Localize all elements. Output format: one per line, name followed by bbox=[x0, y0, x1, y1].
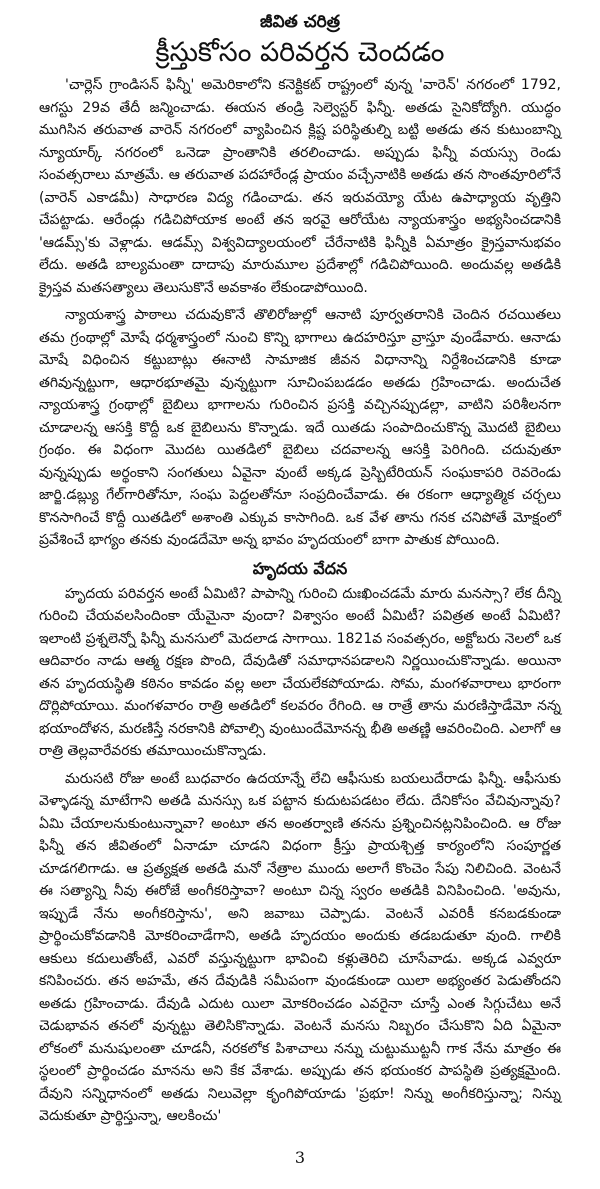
page-kicker: జీవిత చరిత్ర bbox=[260, 12, 340, 32]
paragraph: మరుసటి రోజు అంటే బుధవారం ఉదయాన్నే లేచి ఆఫీసుకు బయలుదేరాడు ఫిన్నీ. ఆఫీసుకు వెళ్ళాడన్న మాటేగాని అతడి మనస్సు ఒక పట్టాన కుదుటపడటం లేదు. దేనికోసం వేచివున్నావు? ఏమి చేయాలనుకుంటున్నావా? అంటూ తన అంతర్వాణి తనను ప్రశ్నించినట్లనిపించింది. ఆ రోజు ఫిన్నీ తన జీవితంలో ఏనాడూ చూడని విధంగా క్రీస్తు ప్రాయశ్చిత్త కార్యంలోని సంపూర్ణత చూడగలిగాడు. ఆ ప్రత్యక్షత అతడి మనో నేత్రాల ముందు అలాగే కొంచెం సేపు నిలిచింది. వెంటనే ఈ సత్యాన్ని నీవు ఈరోజే అంగీకరిస్తావా? అంటూ చిన్న స్వరం అతడికి వినిపించింది. 'అవును, ఇప్పుడే నేను అంగీకరిస్తాను', అని జవాబు చెప్పాడు. వెంటనే ఎవరికీ కనబడకుండా ప్రార్థించుకోవడానికి మోకరించాడేగాని, అతడి హృదయం అందుకు తడబడుతూ వుంది. గాలికి ఆకులు కదులుతోంటే, ఎవరో వస్తున్నట్టుగా భావించి కళ్లుతెరిచి చూసేవాడు. అక్కడ ఎవ్వరూ కనిపించరు. తన అహమే, తన దేవుడికి సమీపంగా వుండకుండా యిలా అభ్యంతర పెడుతోందని అతడు గ్రహించాడు. దేవుడి ఎదుట యిలా మోకరించడం ఎవరైనా చూస్తే ఎంత సిగ్గుచేటు అనే చెడుభావన తనలో వున్నట్టు తెలిసికొన్నాడు. వెంటనే మనసు నిబ్బరం చేసుకొని ఏది ఏమైనా లోకంలో మనుషులంతా చూడనీ, నరకలోక పిశాచాలు నన్ను చుట్టుముట్టనీ గాక నేను మాత్రం ఈ స్థలంలో ప్రార్థించడం మానను అని కేక వేశాడు. అప్పుడు తన భయంకర పాపస్థితి ప్రత్యక్షమైంది. దేవుని సన్నిధానంలో అతడు నిలువెల్లా కృంగిపోయాడు 'ప్రభూ! నిన్ను అంగీకరిస్తున్నా; నిన్ను వెదుకుతూ ప్రార్థిస్తున్నా, ఆలకించు' bbox=[39, 770, 561, 1124]
page-number: 3 bbox=[294, 1147, 306, 1167]
paragraph: 'చార్లెస్ గ్రాండిసన్ ఫిన్నీ' అమెరికాలోని కనెక్టికట్ రాష్ట్రంలో వున్న 'వారెన్' నగరంలో 1792, ఆగస్టు 29వ తేదీ జన్మించాడు. ఈయన తండ్రి సెల్వెస్టర్ ఫిన్నీ. అతడు సైనికోద్యోగి. యుద్ధం ముగిసిన తరువాత వారెన్ నగరంలో వ్యాపించిన క్లిష్ట పరిస్థితుల్ని బట్టి అతడు తన కుటుంబాన్ని న్యూయార్క్ నగరంలో ఒనెడా ప్రాంతానికి తరలించాడు. అప్పుడు ఫిన్నీ వయస్సు రెండు సంవత్సరాలు మాత్రమే. ఆ తరువాత పదహారేండ్ల ప్రాయం వచ్చేనాటికి అతడు తన సొంతవూరిలోనే (వారెన్ ఎకాడమీ) సాధారణ విద్య గడించాడు. తన ఇరువయ్యో యేట ఉపాధ్యాయ వృత్తిని చేపట్టాడు. ఆరేండ్లు గడిచిపోయాక అంటే తన ఇరవై ఆరోయేట న్యాయశాస్త్రం అభ్యసించడానికి 'ఆడమ్స్'కు వెళ్లాడు. ఆడమ్స్ విశ్వవిద్యాలయంలో చేరేనాటికి ఫిన్నీకి ఏమాత్రం క్రైస్తవానుభవం లేదు. అతడి బాల్యమంతా దాదాపు మారుమూల ప్రదేశాల్లో గడిచిపోయింది. అందువల్ల అతడికి క్రైస్తవ మతసత్యాలు తెలుసుకొనే అవకాశం లేకుండాపోయింది. bbox=[39, 77, 561, 296]
article-body bbox=[39, 74, 561, 1133]
paragraph: న్యాయశాస్త్ర పాఠాలు చదువుకొనే తొలిరోజుల్లో ఆనాటి పూర్వతరానికి చెందిన రచయితలు తమ గ్రంథాల్లో మోషే ధర్మశాస్త్రంలో నుంచి కొన్ని భాగాలు ఉదహరిస్తూ వ్రాస్తూ వుండేవారు. ఆనాడు మోషే విధించిన కట్టుబాట్లు ఈనాటి సామాజిక జీవన విధానాన్ని నిర్దేశించడానికి కూడా తగివున్నట్టుగా, ఆధారభూతమై వున్నట్టుగా సూచింపబడడం అతడు గ్రహించాడు. అందుచేత న్యాయశాస్త్ర గ్రంథాల్లో బైబిలు భాగాలను గురించిన ప్రసక్తి వచ్చినప్పుడల్లా, వాటిని పరిశీలనగా చూడాలన్న ఆసక్తి కొద్దీ ఒక బైబిలును కొన్నాడు. ఇదే యితడు సంపాదించుకొన్న మొదటి బైబిలు గ్రంథం. ఈ విధంగా మొదట యితడిలో బైబిలు చదవాలన్న ఆసక్తి పెరిగింది. చదువుతూ వున్నప్పుడు అర్థంకాని సంగతులు ఏవైనా వుంటే అక్కడ ప్రెస్బిటేరియన్ సంఘకాపరి రెవరెండు జార్జి.డబ్ల్యు గేల్‌గారితోనూ, సంఘ పెద్దలతోనూ సంప్రదించేవాడు. ఈ రకంగా ఆధ్యాత్మిక చర్చలు కొనసాగించే కొద్దీ యితడిలో అశాంతి ఎక్కువ కాసాగింది. ఒక వేళ తాను గనక చనిపోతే మోక్షంలో ప్రవేశించే భాగ్యం తనకు వుండదేమో అన్న భావం హృదయంలో బాగా పాతుక పోయింది. bbox=[39, 307, 561, 548]
page-title: క్రీస్తుకోసం పరివర్తన చెందడం bbox=[155, 37, 445, 68]
section-heading: హృదయ వేదన bbox=[252, 558, 348, 578]
paragraph: హృదయ పరివర్తన అంటే ఏమిటి? పాపాన్ని గురించి దుఃఖించడమే మారు మనస్సా? లేక దీన్ని గురించి చేయవలసిందింకా యేమైనా వుందా? విశ్వాసం అంటే ఏమిటీ? పవిత్రత అంటే ఏమిటి? ఇలాంటి ప్రశ్నలెన్నో ఫిన్నీ మనసులో మెదలాడ సాగాయి. 1821వ సంవత్సరం, అక్టోబరు నెలలో ఒక ఆదివారం నాడు ఆత్మ రక్షణ పొంది, దేవుడితో సమాధానపడాలని నిర్ణయించుకొన్నాడు. అయినా తన హృదయస్థితి కఠినం కావడం వల్ల అలా చేయలేకపోయాడు. సోమ, మంగళవారాలు భారంగా దొర్లిపోయాయి. మంగళవారం రాత్రి అతడిలో కలవరం రేగింది. ఆ రాత్రే తాను మరణిస్తాడేమో నన్న భయాందోళన, మరణిస్తే నరకానికి పోవాల్సి వుంటుందేమోనన్న భీతి అతణ్ణి ఆవరించింది. ఎలాగో ఆ రాత్రి తెల్లవారేవరకు తమాయించుకొన్నాడు. bbox=[39, 585, 561, 759]
